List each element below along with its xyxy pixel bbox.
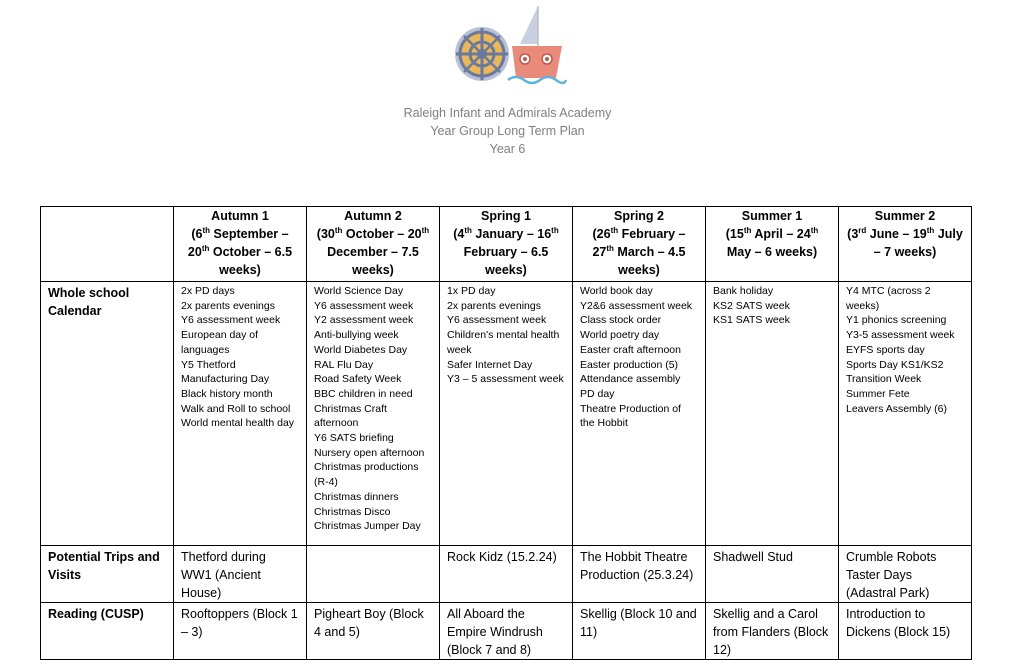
compass-icon — [455, 27, 509, 81]
term-header-summer-2: Summer 2 (3rd June – 19th July – 7 weeks) — [839, 207, 972, 282]
calendar-event: Road Safety Week — [314, 373, 402, 386]
calendar-event: Y3-5 assessment week — [846, 329, 955, 342]
trip-cell — [307, 546, 440, 603]
calendar-event: Walk and Roll to school — [181, 402, 291, 415]
calendar-event: Christmas Disco — [314, 505, 391, 518]
calendar-event: Leavers Assembly (6) — [846, 402, 947, 415]
trip-cell: The Hobbit Theatre Production (25.3.24) — [573, 546, 706, 603]
calendar-event: Children's mental health week — [447, 329, 560, 356]
school-logo — [450, 4, 570, 88]
calendar-event: Bank holiday — [713, 285, 774, 297]
school-name: Raleigh Infant and Admirals Academy — [403, 106, 612, 120]
calendar-event: Safer Internet Day — [447, 358, 533, 371]
calendar-cell — [706, 282, 839, 546]
calendar-event: European day of languages — [181, 329, 259, 356]
calendar-cell — [307, 282, 440, 546]
calendar-event: World book day — [580, 285, 653, 297]
calendar-event: 2x parents evenings — [181, 299, 275, 312]
calendar-event: Y4 MTC (across 2 weeks) — [846, 285, 931, 312]
calendar-event: Anti-bullying week — [314, 329, 399, 342]
trip-cell: Crumble Robots Taster Days (Adastral Park) — [839, 546, 972, 603]
reading-cell: All Aboard the Empire Windrush (Block 7 and 8) — [440, 603, 573, 660]
calendar-event: 2x PD days — [181, 285, 235, 297]
calendar-event: KS1 SATS week — [713, 314, 790, 327]
calendar-event: 2x parents evenings — [447, 299, 541, 312]
calendar-event: Christmas productions (R-4) — [314, 461, 419, 489]
calendar-event: Y6 assessment week — [447, 314, 547, 327]
calendar-event: 1x PD day — [447, 285, 496, 297]
header-row — [41, 207, 972, 282]
calendar-event: PD day — [580, 387, 615, 400]
calendar-event: Easter production (5) — [580, 358, 679, 371]
calendar-cell — [174, 282, 307, 546]
row-label-reading: Reading (CUSP) — [41, 603, 174, 660]
calendar-event: Y5 Thetford Manufacturing Day — [181, 358, 270, 386]
reading-cell: Skellig (Block 10 and 11) — [573, 603, 706, 660]
year-group: Year 6 — [489, 142, 526, 156]
reading-cell: Rooftoppers (Block 1 – 3) — [174, 603, 307, 660]
calendar-event: Sports Day KS1/KS2 — [846, 358, 944, 371]
calendar-event: Theatre Production of the Hobbit — [580, 402, 681, 430]
calendar-event: World mental health day — [181, 417, 295, 430]
term-header-spring-1: Spring 1 (4th January – 16th February – 6.5 weeks) — [440, 207, 573, 282]
calendar-event: Summer Fete — [846, 387, 910, 400]
calendar-event: Y6 assessment week — [314, 299, 414, 312]
long-term-plan-table — [40, 206, 972, 660]
calendar-event: Christmas Jumper Day — [314, 520, 421, 533]
plan-title: Year Group Long Term Plan — [430, 124, 585, 138]
trip-cell: Shadwell Stud — [706, 546, 839, 603]
calendar-event: Class stock order — [580, 314, 662, 327]
reading-cell: Skellig and a Carol from Flanders (Block 12) — [706, 603, 839, 660]
boat-icon — [508, 6, 566, 83]
calendar-event: Easter craft afternoon — [580, 343, 681, 356]
calendar-event: KS2 SATS week — [713, 299, 790, 312]
trip-cell: Thetford during WW1 (Ancient House) — [174, 546, 307, 603]
calendar-event: World poetry day — [580, 329, 660, 342]
term-header-autumn-1: Autumn 1 (6th September – 20th October – 6.5 weeks) — [174, 207, 307, 282]
calendar-event: Y2 assessment week — [314, 314, 414, 327]
row-label-calendar: Whole school Calendar — [41, 282, 174, 546]
calendar-event: World Science Day — [314, 285, 404, 297]
calendar-event: Nursery open afternoon — [314, 446, 425, 459]
reading-row — [41, 603, 972, 660]
calendar-event: Christmas Craft afternoon — [314, 402, 387, 430]
calendar-cell — [839, 282, 972, 546]
calendar-event: World Diabetes Day — [314, 343, 408, 356]
corner-cell — [41, 207, 174, 282]
calendar-event: BBC children in need — [314, 387, 413, 400]
reading-cell: Introduction to Dickens (Block 15) — [839, 603, 972, 660]
calendar-event: Y6 SATS briefing — [314, 432, 394, 445]
calendar-event: Attendance assembly — [580, 373, 681, 386]
calendar-event: Y3 – 5 assessment week — [447, 373, 564, 386]
calendar-event: Y6 assessment week — [181, 314, 281, 327]
calendar-row — [41, 282, 972, 546]
calendar-event: Christmas dinners — [314, 490, 399, 503]
calendar-event: EYFS sports day — [846, 343, 925, 356]
calendar-event: Y2&6 assessment week — [580, 299, 693, 312]
term-header-spring-2: Spring 2 (26th February – 27th March – 4.5 weeks) — [573, 207, 706, 282]
term-header-summer-1: Summer 1 (15th April – 24th May – 6 weeks) — [706, 207, 839, 282]
calendar-event: Transition Week — [846, 373, 922, 386]
trips-row — [41, 546, 972, 603]
reading-cell: Pigheart Boy (Block 4 and 5) — [307, 603, 440, 660]
calendar-cell — [573, 282, 706, 546]
document-header — [0, 104, 1015, 158]
calendar-event: RAL Flu Day — [314, 358, 374, 371]
calendar-event: Y1 phonics screening — [846, 314, 947, 327]
trip-cell: Rock Kidz (15.2.24) — [440, 546, 573, 603]
row-label-trips: Potential Trips and Visits — [41, 546, 174, 603]
calendar-event: Black history month — [181, 387, 273, 400]
calendar-cell — [440, 282, 573, 546]
term-header-autumn-2: Autumn 2 (30th October – 20th December – 7.5 weeks) — [307, 207, 440, 282]
